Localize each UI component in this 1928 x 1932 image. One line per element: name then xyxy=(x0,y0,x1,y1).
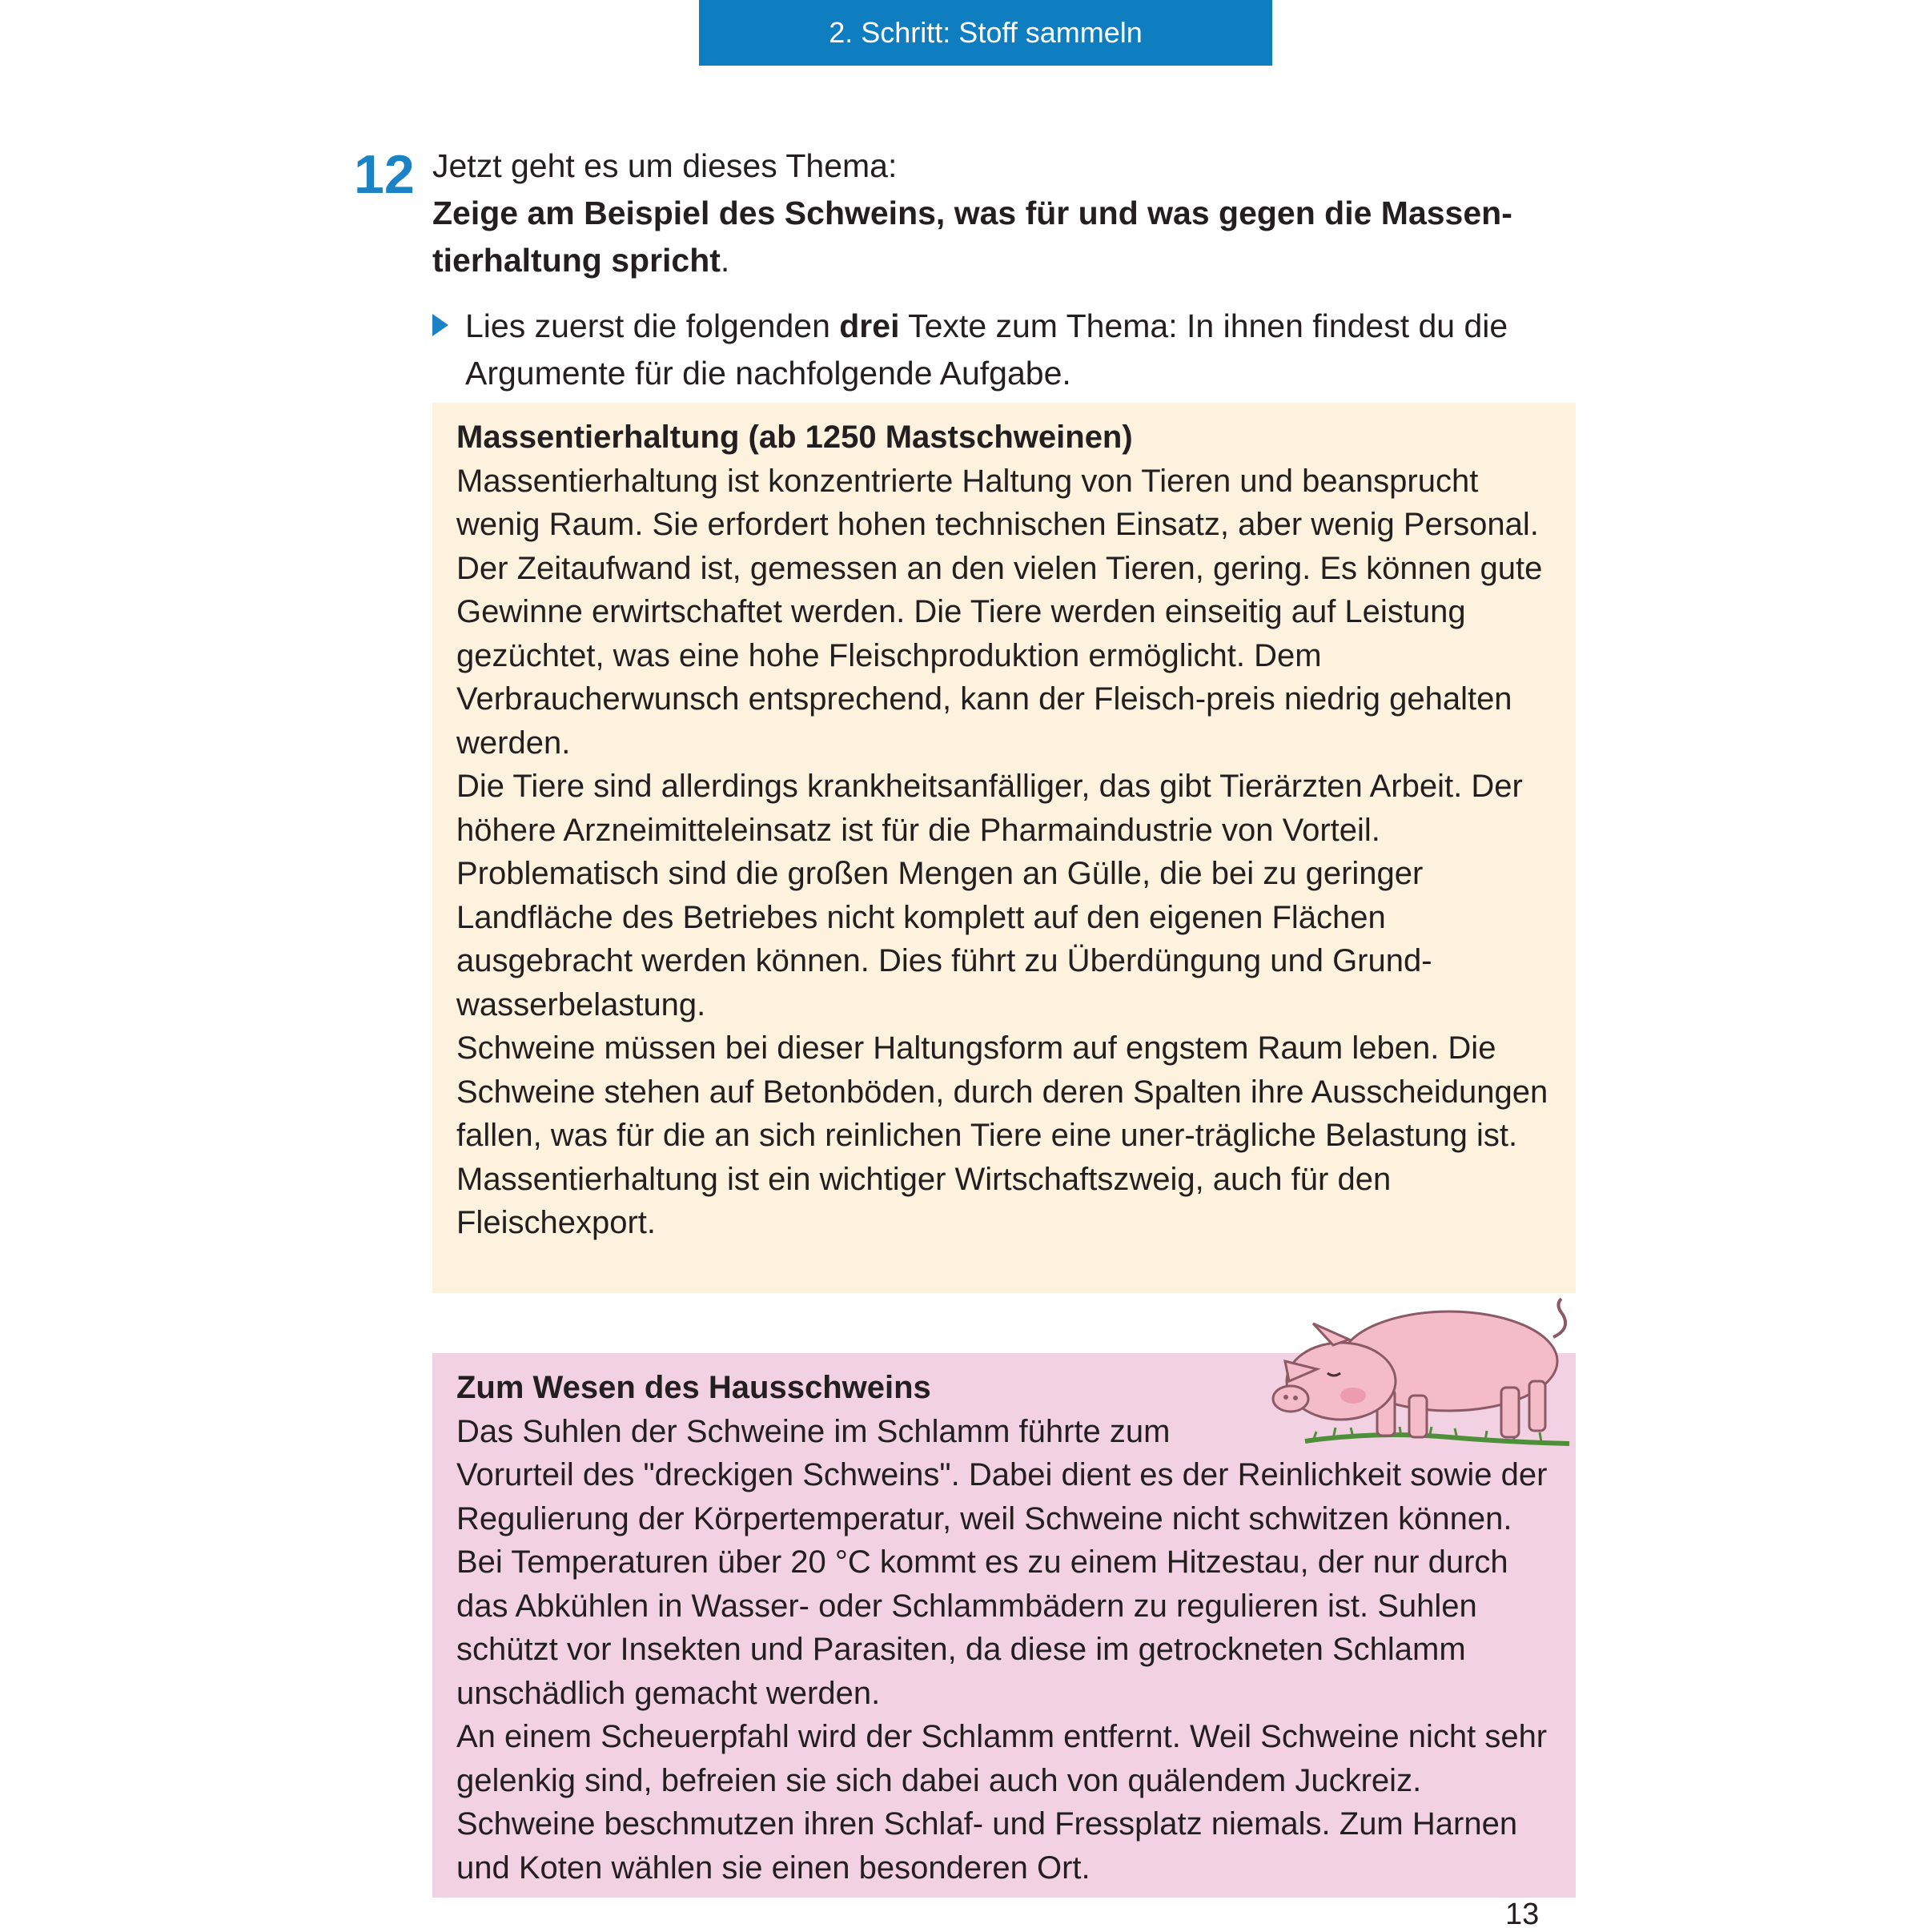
box-title: Zum Wesen des Hausschweins xyxy=(456,1370,931,1405)
box-paragraph: Das Suhlen der Schweine im Schlamm führte zum xyxy=(456,1413,1171,1449)
box-title: Massentierhaltung (ab 1250 Mastschweinen) xyxy=(456,420,1133,455)
instruction-text xyxy=(465,303,1569,397)
section-header xyxy=(699,0,1272,66)
instruction-text-before: Lies zuerst die folgenden xyxy=(465,307,840,344)
pig-illustration xyxy=(1257,1261,1577,1453)
box-paragraph: Schweine müssen bei dieser Haltungsform auf engstem Raum leben. Die Schweine stehen auf Betonböden, durch deren Spalten ihre Ausscheidungen fallen, was für die an sich reinlichen Tiere eine uner-trägliche Belastung ist. xyxy=(456,1030,1548,1153)
page-number: 13 xyxy=(1505,1898,1540,1931)
task-number: 12 xyxy=(354,144,415,205)
task-topic xyxy=(432,190,1585,284)
task-topic-end: . xyxy=(720,242,730,279)
box-paragraph: Massentierhaltung ist ein wichtiger Wirtschaftszweig, auch für den Fleischexport. xyxy=(456,1161,1392,1240)
instruction-text-after: Texte zum Thema: In ihnen findest du die Argumente für die nachfolgende Aufgabe. xyxy=(465,307,1508,392)
box-paragraph: Vorurteil des "dreckigen Schweins". Dabei dient es der Reinlichkeit sowie der Regulierung der Körpertemperatur, weil Schweine nicht schwitzen können. Bei Temperaturen über 20 °C kommt es zu einem Hitzestau, der nur durch das Abkühlen in Wasser- oder Schlammbädern zu regulieren ist. Suhlen schützt vor Insekten und Parasiten, da diese im getrockneten Schlamm unschädlich gemacht werden. xyxy=(456,1457,1548,1711)
box-paragraph: An einem Scheuerpfahl wird der Schlamm entfernt. Weil Schweine nicht sehr gelenkig sind, befreien sie sich dabei auch von quälendem Juckreiz. Schweine beschmutzen ihren Schlaf- und Fressplatz niemals. Zum Harnen und Koten wählen sie einen besonderen Ort. xyxy=(456,1719,1548,1886)
task-topic-bold: Zeige am Beispiel des Schweins, was für und was gegen die Massen-tierhaltung spricht xyxy=(432,195,1512,279)
task-statement xyxy=(432,143,1585,284)
instruction-text-bold: drei xyxy=(839,307,900,344)
section-title: 2. Schritt: Stoff sammeln xyxy=(829,16,1143,49)
text-box-massentierhaltung xyxy=(432,403,1576,1293)
task-intro: Jetzt geht es um dieses Thema: xyxy=(432,147,898,184)
box-paragraph: Die Tiere sind allerdings krankheitsanfälliger, das gibt Tierärzten Arbeit. Der höhere Arzneimitteleinsatz ist für die Pharmaindustrie von Vorteil. Problematisch sind die großen Mengen an Gülle, die bei zu geringer Landfläche des Betriebes nicht komplett auf den eigenen Flächen ausgebracht werden können. Dies führt zu Überdüngung und Grund-wasserbelastung. xyxy=(456,769,1523,1022)
triangle-bullet-icon xyxy=(432,314,448,336)
box-paragraph: Massentierhaltung ist konzentrierte Haltung von Tieren und beansprucht wenig Raum. Sie erfordert hohen technischen Einsatz, aber wenig Personal. Der Zeitaufwand ist, gemessen an den vielen Tieren, gering. Es können gute Gewinne erwirtschaftet werden. Die Tiere werden einseitig auf Leistung gezüchtet, was eine hohe Fleischproduktion ermöglicht. Dem Verbraucherwunsch entsprechend, kann der Fleisch-preis niedrig gehalten werden. xyxy=(456,463,1543,761)
instruction xyxy=(432,303,1569,397)
pig-body-icon xyxy=(1273,1299,1565,1437)
